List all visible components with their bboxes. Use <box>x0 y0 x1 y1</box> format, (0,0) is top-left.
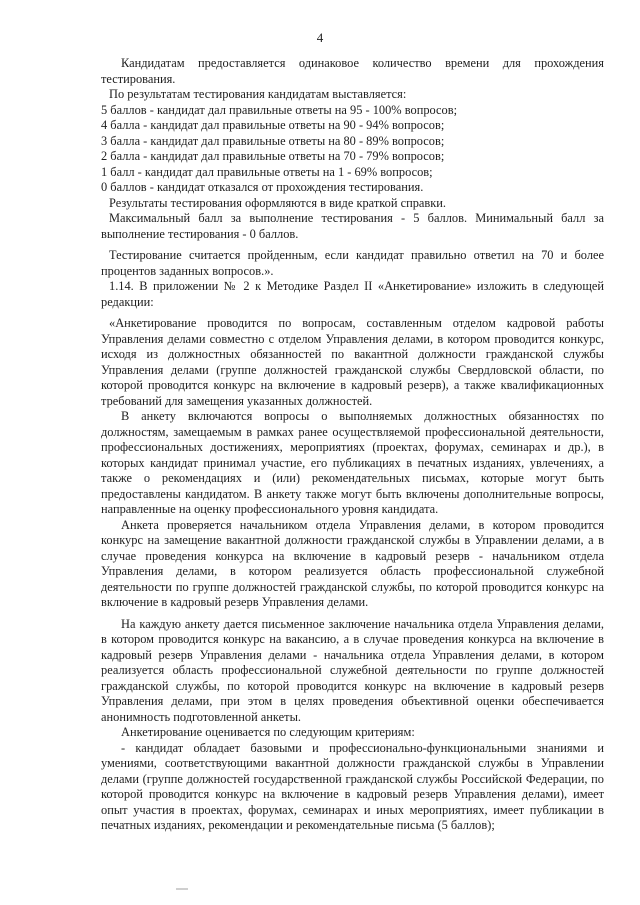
paragraph-results-intro: По результатам тестирования кандидатам выставляется: <box>109 87 407 101</box>
paragraph-questionnaire-checked: Анкета проверяется начальником отдела Управления делами, в котором проводится конкурс на замещение вакантной должности гражданской службы в Управлении делами, а в случае проведения конкурса на включение в кадровый резерв - начальником отдела Управления делами, в котором реализуется область профессиональной служебной деятельности по группе должностей гражданской службы, по которой проводится конкурс на включение в кадровый резерв Управления делами. <box>101 517 604 609</box>
paragraph-questionnaire-questions: «Анкетирование проводится по вопросам, составленным отделом кадровой работы Управления делами совместно с отделом Управления делами, в котором проводится конкурс, исходя из должностных обязанностей по вакантной должности гражданской службы Управления делами (группе должностей гражданской службы Свердловской области, по которой проводится конкурс на включение в кадровый резерв), а также квалификационных требований для замещения указанных должностей. <box>101 316 604 408</box>
document-body <box>101 56 604 834</box>
score-item-3: 3 балла - кандидат дал правильные ответы на 80 - 89% вопросов; <box>101 133 445 148</box>
paragraph-results-report: Результаты тестирования оформляются в виде краткой справки. <box>109 195 446 210</box>
paragraph-questionnaire-content: В анкету включаются вопросы о выполняемых должностных обязанностях по должностям, замещаемым в рамках ранее осуществляемой профессиональной деятельности, профессиональных достижениях, мероприятиях (проектах, форумах, семинарах и др.), в которых кандидат принимал участие, его публикациях в печатных изданиях, увлечениях, а также о рекомендациях и (или) рекомендательных письмах, которые могут быть предоставлены кандидатом. В анкету также могут быть включены дополнительные вопросы, направленные на оценку профессионального уровня кандидата. <box>101 409 604 516</box>
score-item-5: 5 баллов - кандидат дал правильные ответы на 95 - 100% вопросов; <box>101 102 458 117</box>
paragraph-criterion-5-points: - кандидат обладает базовыми и профессионально-функциональными знаниями и умениями, соответствующими вакантной должности гражданской службы в Управлении делами (группе должностей государственной гражданской службы Российской Федерации, по которой проводится конкурс на включение в кадровый резерв Управления делами), имеет опыт участия в проектах, форумах, семинарах и иных мероприятиях, имеет публикации в печатных изданиях, рекомендации и рекомендательные письма (5 баллов); <box>101 740 604 832</box>
score-item-4: 4 балла - кандидат дал правильные ответы на 90 - 94% вопросов; <box>101 118 445 132</box>
score-item-2: 2 балла - кандидат дал правильные ответы на 70 - 79% вопросов; <box>101 149 445 163</box>
paragraph-pass-threshold: Тестирование считается пройденным, если кандидат правильно ответил на 70 и более процентов заданных вопросов.». <box>101 248 604 278</box>
page-number: 4 <box>316 30 324 45</box>
score-item-0: 0 баллов - кандидат отказался от прохождения тестирования. <box>101 180 424 194</box>
score-item-1: 1 балл - кандидат дал правильные ответы на 1 - 69% вопросов; <box>101 164 433 179</box>
paragraph-max-min-score: Максимальный балл за выполнение тестирования - 5 баллов. Минимальный балл за выполнение тестирования - 0 баллов. <box>101 211 604 241</box>
paragraph-criteria-intro: Анкетирование оценивается по следующим критериям: <box>121 725 415 739</box>
paragraph-amendment-1-14: 1.14. В приложении № 2 к Методике Раздел II «Анкетирование» изложить в следующей редакции: <box>101 279 604 309</box>
scan-mark <box>176 888 188 890</box>
paragraph-time-equal: Кандидатам предоставляется одинаковое количество времени для прохождения тестирования. <box>101 56 604 86</box>
paragraph-written-conclusion: На каждую анкету дается письменное заключение начальника отдела Управления делами, в котором проводится конкурс на вакансию, а в случае проведения конкурса на включение в кадровый резерв Управления делами - начальника отдела Управления делами, в котором реализуется область профессиональной служебной деятельности по группе должностей гражданской службы, по которой проводится конкурс на включение в кадровый резерв Управления делами, при этом в целях проведения объективной оценки обеспечивается анонимность подготовленной анкеты. <box>101 616 604 724</box>
